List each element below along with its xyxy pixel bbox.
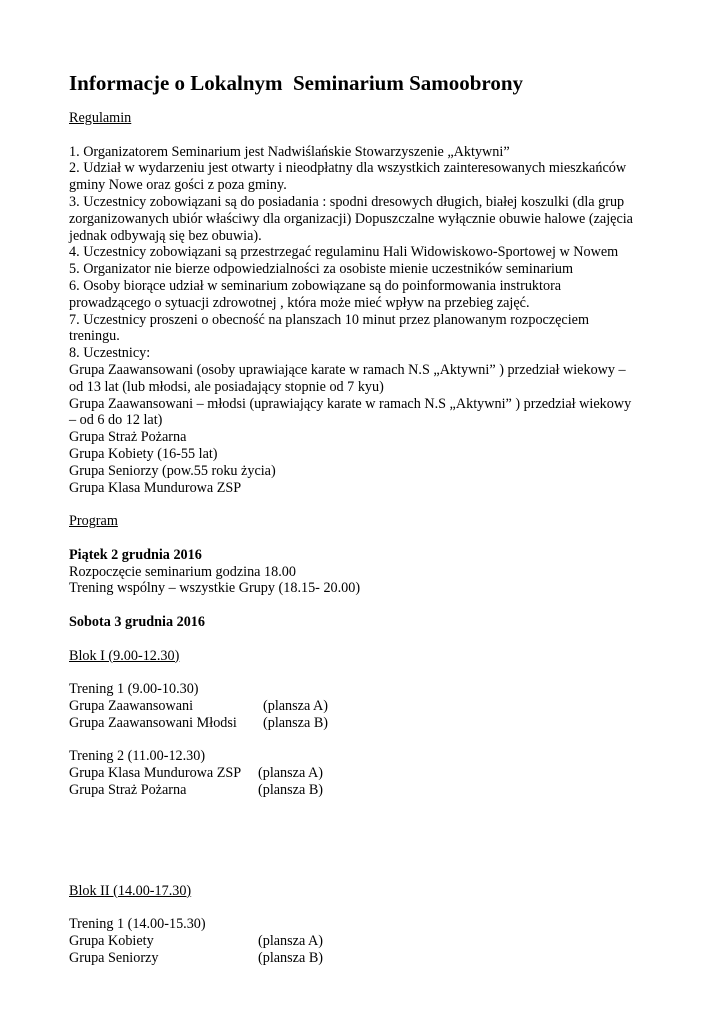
schedule-row [69,782,669,799]
rule-line: 3. Uczestnicy zobowiązani są do posiadania : spodni dresowych długich, białej koszulki (dla grup [69,193,625,210]
rule-line: Grupa Kobiety (16-55 lat) [69,445,218,462]
mat-label: (plansza A) [263,697,328,714]
training-title: Trening 1 (9.00-10.30) [69,681,199,698]
rule-line: – od 6 do 12 lat) [69,412,163,429]
group-name: Grupa Zaawansowani Młodsi [69,714,237,731]
mat-label: (plansza A) [258,933,323,950]
schedule-row [69,765,669,782]
rule-line: 1. Organizatorem Seminarium jest Nadwiślańskie Stowarzyszenie „Aktywni” [69,143,510,160]
group-name: Grupa Zaawansowani [69,697,194,714]
rule-line: 6. Osoby biorące udział w seminarium zobowiązane są do poinformowania instruktora [69,277,562,294]
friday-line: Trening wspólny – wszystkie Grupy (18.15- 20.00) [69,580,361,597]
friday-heading: Piątek 2 grudnia 2016 [69,546,202,563]
training-title: Trening 1 (14.00-15.30) [69,916,206,933]
rule-line: Grupa Zaawansowani (osoby uprawiające karate w ramach N.S „Aktywni” ) przedział wiekowy – [69,361,626,378]
rule-line: gminy Nowe oraz gości z poza gminy. [69,177,287,194]
rules-list [69,144,669,497]
rule-line: 7. Uczestnicy proszeni o obecność na planszach 10 minut przez planowanym rozpoczęciem [69,311,590,328]
group-name: Grupa Seniorzy [69,949,159,966]
rule-line: Grupa Straż Pożarna [69,429,187,446]
mat-label: (plansza A) [258,765,323,782]
regulamin-heading: Regulamin [69,110,132,126]
mat-label: (plansza B) [263,714,329,731]
rule-line: zorganizowanych ubiór właściwy dla organizacji) Dopuszczalne wyłącznie obuwie halowe (zajęcia [69,210,633,227]
rule-line: jednak odbywają się bez obuwia). [69,227,262,244]
block2-heading: Blok II (14.00-17.30) [69,882,192,899]
rule-line: od 13 lat (lub młodsi, ale posiadający stopnie od 7 kyu) [69,378,384,395]
schedule-row [69,950,669,967]
document-body [69,110,669,967]
mat-label: (plansza B) [258,949,324,966]
mat-label: (plansza B) [258,781,324,798]
rule-line: 4. Uczestnicy zobowiązani są przestrzegać regulaminu Hali Widowiskowo-Sportowej w Nowem [69,244,619,261]
rule-line: prowadzącego o sytuacji zdrowotnej , która może mieć wpływ na przebieg zajęć. [69,294,530,311]
rule-line: 5. Organizator nie bierze odpowiedzialności za osobiste mienie uczestników seminarium [69,261,574,278]
group-name: Grupa Kobiety [69,933,154,950]
rule-line: Grupa Zaawansowani – młodsi (uprawiający karate w ramach N.S „Aktywni” ) przedział wiekowy [69,395,632,412]
schedule-row [69,698,669,715]
friday-line: Rozpoczęcie seminarium godzina 18.00 [69,563,296,580]
page-title: Informacje o Lokalnym Seminarium Samoobrony [69,71,524,95]
schedule-row [69,715,669,732]
group-name: Grupa Straż Pożarna [69,781,187,798]
schedule-row [69,933,669,950]
saturday-heading: Sobota 3 grudnia 2016 [69,613,205,630]
training-title: Trening 2 (11.00-12.30) [69,748,206,765]
rule-line: 2. Udział w wydarzeniu jest otwarty i nieodpłatny dla wszystkich zainteresowanych mieszkańców [69,160,627,177]
rule-line: Grupa Seniorzy (pow.55 roku życia) [69,462,276,479]
rule-line: treningu. [69,328,120,345]
block1-heading: Blok I (9.00-12.30) [69,647,180,664]
program-heading: Program [69,513,118,530]
group-name: Grupa Klasa Mundurowa ZSP [69,765,242,782]
rule-line: 8. Uczestnicy: [69,345,151,362]
rule-line: Grupa Klasa Mundurowa ZSP [69,479,242,496]
